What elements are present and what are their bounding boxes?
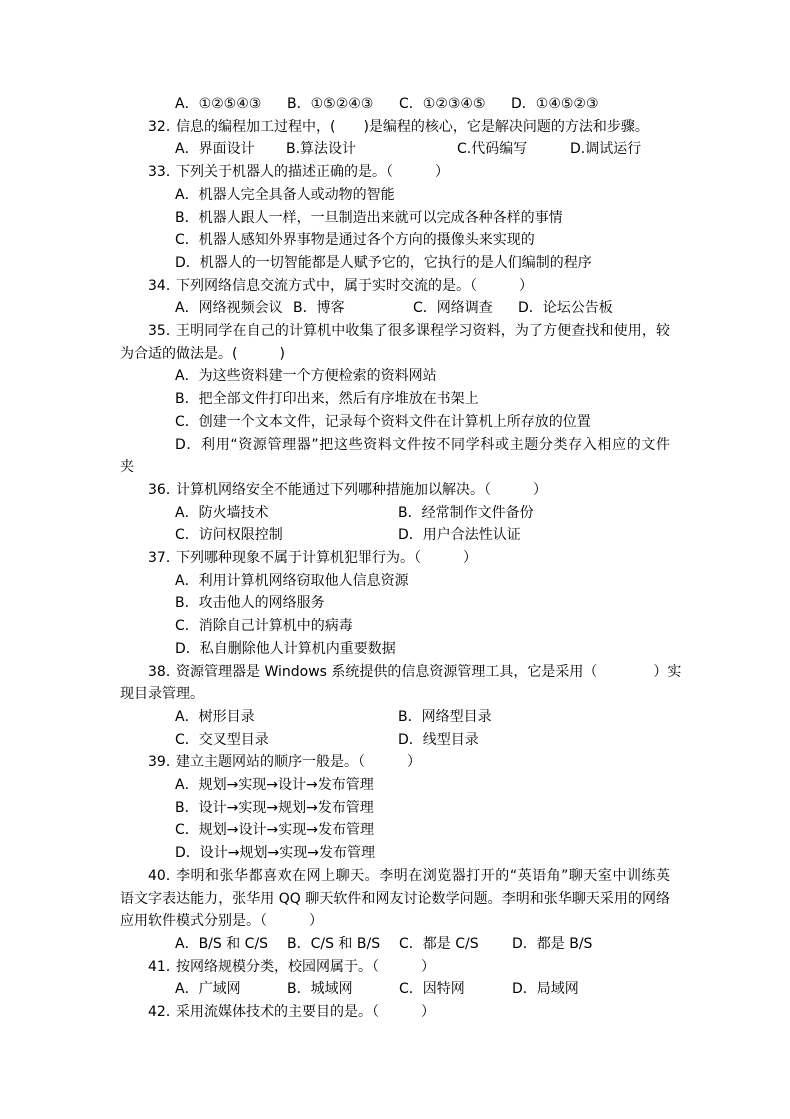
option-b: B．把全部文件打印出来，然后有序堆放在书架上 <box>175 391 479 408</box>
question-text: 下列网络信息交流方式中，属于实时交流的是。（ ） <box>176 277 533 294</box>
question-number: 39． <box>148 754 180 771</box>
option-b: B．①⑤②④③ <box>287 96 374 112</box>
question-text: 语文字表达能力，张华用 QQ 聊天软件和网友讨论数学问题。李明和张华聊天采用的网络 <box>120 890 670 907</box>
question-number: 35． <box>148 323 180 339</box>
option-c: C．①②③④⑤ <box>399 96 486 112</box>
option-a: A．机器人完全具备人或动物的智能 <box>175 186 395 203</box>
question-number: 36． <box>148 481 180 498</box>
option-d: D．局域网 <box>512 981 579 998</box>
question-text: 信息的编程加工过程中，( )是编程的核心，它是解决问题的方法和步骤。 <box>176 118 649 135</box>
question-text: 李明和张华都喜欢在网上聊天。李明在浏览器打开的“英语角”聊天室中训练英 <box>176 867 670 884</box>
question-text: 王明同学在自己的计算机中收集了很多课程学习资料，为了方便查找和使用，较 <box>176 323 670 339</box>
question-text: 为合适的做法是。( ) <box>120 345 285 362</box>
question-number: 40． <box>148 867 180 884</box>
question-text: 下列关于机器人的描述正确的是。（ ） <box>176 164 449 181</box>
question-text: 采用流媒体技术的主要目的是。（ ） <box>176 1004 435 1020</box>
option-c: C．消除自己计算机中的病毒 <box>175 618 353 635</box>
option-d: D．设计→规划→实现→发布管理 <box>175 845 375 862</box>
question-number: 38． <box>148 663 180 680</box>
question-number: 37． <box>148 550 180 566</box>
option-c: C．都是 C/S <box>399 935 479 952</box>
option-d: D．私自删除他人计算机内重要数据 <box>175 640 396 657</box>
option-b: B．机器人跟人一样，一旦制造出来就可以完成各种各样的事情 <box>175 209 563 226</box>
option-c: C．规划→设计→实现→发布管理 <box>175 822 374 839</box>
option-a: A．B/S 和 C/S <box>175 935 269 952</box>
option-a: A．规划→实现→设计→发布管理 <box>175 777 374 793</box>
option-d: D．①④⑤②③ <box>511 96 599 112</box>
option-c: C．因特网 <box>399 981 465 998</box>
option-b: B．C/S 和 B/S <box>287 935 381 952</box>
question-number: 33． <box>148 164 180 181</box>
option-c: C．创建一个文本文件，记录每个资料文件在计算机上所存放的位置 <box>175 413 591 430</box>
option-a: A．树形目录 <box>175 708 255 725</box>
question-text: 资源管理器是 Windows 系统提供的信息资源管理工具，它是采用（ ）实 <box>176 663 682 680</box>
question-text: 按网络规模分类，校园网属于。（ ） <box>176 958 435 975</box>
option-d: D.调试运行 <box>570 141 642 158</box>
option-a: A．防火墙技术 <box>175 504 269 521</box>
option-c: C．访问权限控制 <box>175 527 283 544</box>
option-a: A．利用计算机网络窃取他人信息资源 <box>175 572 409 589</box>
option-a: A．①②⑤④③ <box>175 96 262 112</box>
question-text: 下列哪种现象不属于计算机犯罪行为。（ ） <box>176 550 477 566</box>
question-text: 计算机网络安全不能通过下列哪种措施加以解决。（ ） <box>176 481 547 498</box>
option-a: A．为这些资料建一个方便检索的资料网站 <box>175 368 437 385</box>
option-d: D．用户合法性认证 <box>398 527 521 544</box>
option-d: D．都是 B/S <box>512 935 593 952</box>
option-b: B．城域网 <box>287 981 353 998</box>
option-b: B．博客 <box>293 300 345 317</box>
option-continuation: 夹 <box>120 459 134 476</box>
option-d: D．论坛公告板 <box>518 300 613 317</box>
option-b: B．经常制作文件备份 <box>398 504 534 521</box>
option-b: B.算法设计 <box>286 141 357 158</box>
option-c: C．交叉型目录 <box>175 731 269 748</box>
option-a: A．网络视频会议 <box>175 300 283 317</box>
option-d: D．机器人的一切智能都是人赋予它的，它执行的是人们编制的程序 <box>175 254 592 271</box>
option-c: C.代码编写 <box>457 141 528 158</box>
question-number: 32． <box>148 118 180 135</box>
option-a: A．广域网 <box>175 981 241 998</box>
option-c: C．机器人感知外界事物是通过各个方向的摄像头来实现的 <box>175 232 535 249</box>
option-a: A．界面设计 <box>175 141 255 158</box>
question-text: 现目录管理。 <box>120 686 204 703</box>
option-b: B．设计→实现→规划→发布管理 <box>175 799 374 816</box>
question-number: 42． <box>148 1004 180 1020</box>
question-text: 建立主题网站的顺序一般是。（ ） <box>176 754 421 771</box>
option-c: C．网络调查 <box>413 300 493 317</box>
option-b: B．网络型目录 <box>398 708 492 725</box>
question-number: 34． <box>148 277 180 294</box>
option-b: B．攻击他人的网络服务 <box>175 595 325 612</box>
option-d: D．利用“资源管理器”把这些资料文件按不同学科或主题分类存入相应的文件 <box>175 436 670 453</box>
option-d: D．线型目录 <box>398 731 479 748</box>
question-number: 41． <box>148 958 180 975</box>
question-text: 应用软件模式分别是。（ ） <box>120 913 323 930</box>
